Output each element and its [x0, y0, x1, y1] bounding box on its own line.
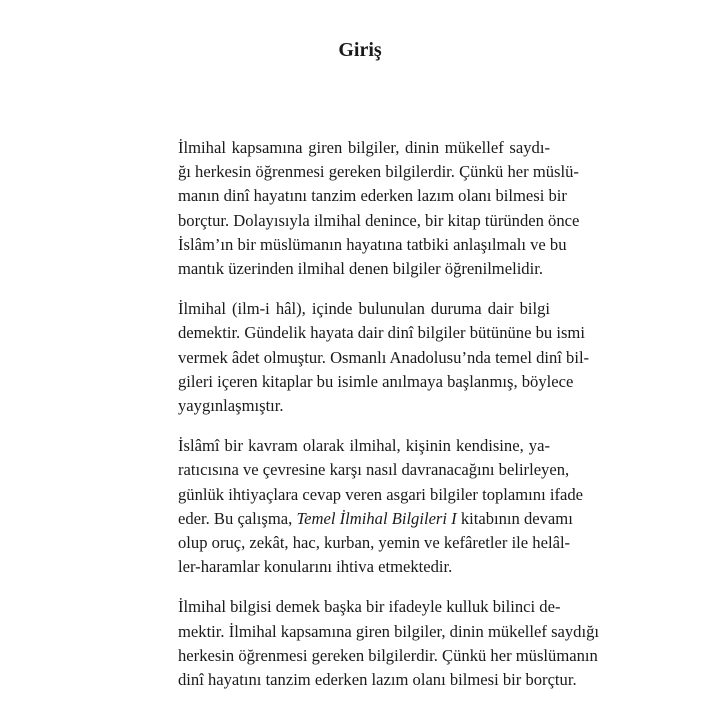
- text-line: İlmihal bilgisi demek başka bir ifadeyle kulluk bilinci de-: [178, 597, 561, 617]
- text-line: vermek âdet olmuştur. Osmanlı Anadolusu’nda temel dinî bil-: [178, 347, 590, 367]
- text-line: herkesin öğrenmesi gereken bilgilerdir. Çünkü her müslümanın: [178, 645, 598, 665]
- text-line: günlük ihtiyaçlara cevap veren asgari bilgiler toplamını ifade: [178, 484, 584, 504]
- text-line: İlmihal (ilm-i hâl), içinde bulunulan duruma dair bilgi: [178, 299, 550, 319]
- text-line: İlmihal kapsamına giren bilgiler, dinin mükellef saydı-: [178, 138, 550, 157]
- text-segment: eder. Bu çalışma,: [178, 508, 297, 528]
- text-line: dinî hayatını tanzim ederken lazım olanı bilmesi bir borçtur.: [178, 670, 577, 690]
- text-line: yaygınlaşmıştır.: [178, 396, 284, 416]
- paragraph-4: [178, 595, 600, 692]
- text-line: mektir. İlmihal kapsamına giren bilgiler, dinin mükellef saydığı: [178, 621, 600, 641]
- text-line: İslâm’ın bir müslümanın hayatına tatbiki anlaşılmalı ve bu: [178, 234, 567, 254]
- paragraph-3: [178, 434, 584, 579]
- text-line: ler-haramlar konularını ihtiva etmektedir.: [178, 557, 453, 577]
- paragraph-2: [178, 297, 590, 418]
- page-title: Giriş: [338, 39, 382, 61]
- text-line: gileri içeren kitaplar bu isimle anılmaya başlanmış, böylece: [178, 371, 574, 391]
- book-title-italic: Temel İlmihal Bilgileri I: [296, 508, 457, 528]
- text-line: ratıcısına ve çevresine karşı nasıl davranacağını belirleyen,: [178, 460, 570, 480]
- paragraph-1: [178, 136, 580, 281]
- text-line-with-italic-title: [178, 507, 573, 531]
- text-line: olup oruç, zekât, hac, kurban, yemin ve kefâretler ile helâl-: [178, 533, 571, 553]
- text-line: manın dinî hayatını tanzim ederken lazım olanı bilmesi bir: [178, 186, 567, 206]
- text-line: borçtur. Dolayısıyla ilmihal denince, bir kitap türünden önce: [178, 210, 580, 230]
- text-line: ğı herkesin öğrenmesi gereken bilgilerdir. Çünkü her müslü-: [178, 162, 579, 182]
- text-line: demektir. Gündelik hayata dair dinî bilgiler bütününe bu ismi: [178, 323, 585, 343]
- text-line: mantık üzerinden ilmihal denen bilgiler öğrenilmelidir.: [178, 259, 543, 279]
- text-segment: kitabının devamı: [456, 508, 573, 528]
- text-line: İslâmî bir kavram olarak ilmihal, kişinin kendisine, ya-: [178, 436, 550, 456]
- body-text: [178, 136, 600, 708]
